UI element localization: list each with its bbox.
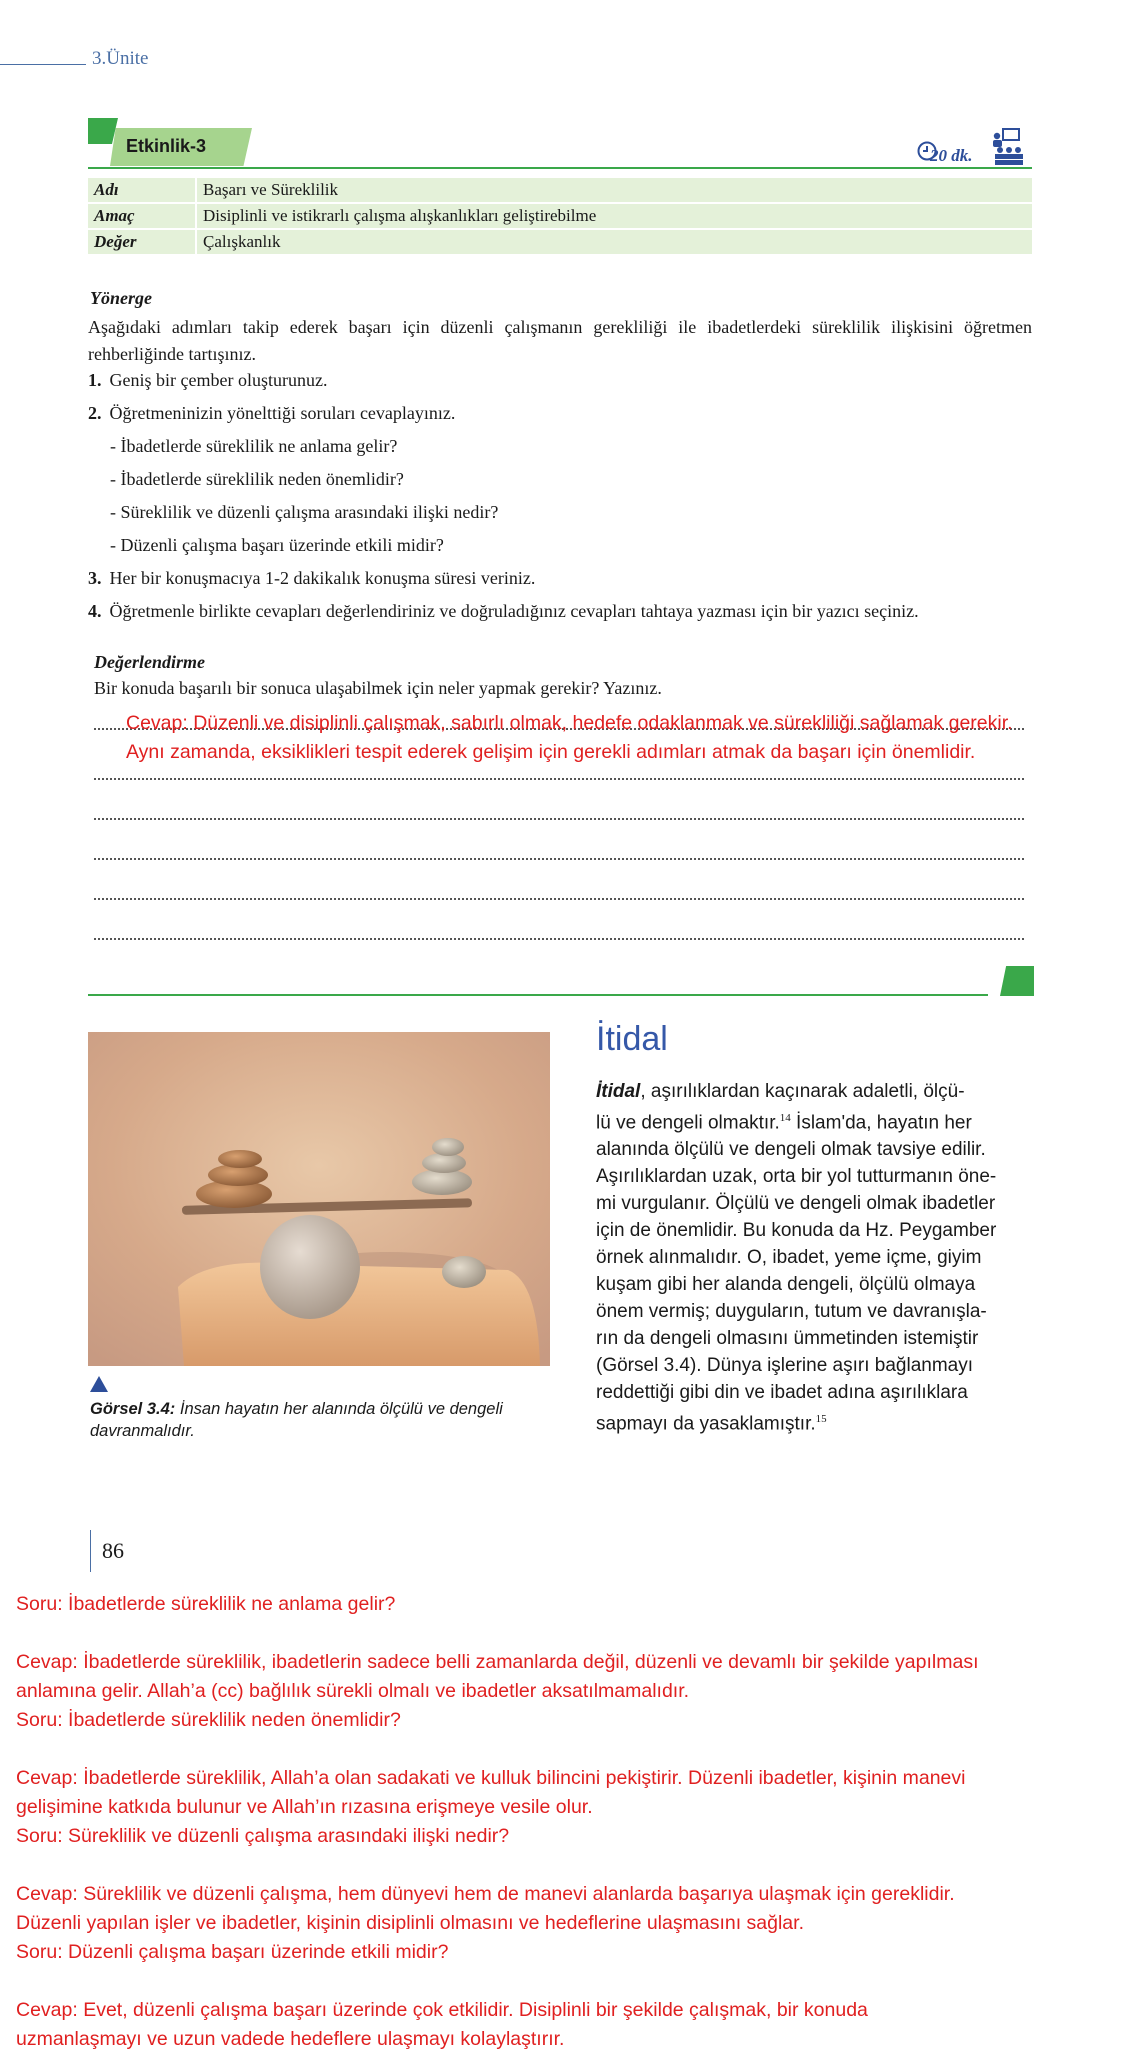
itidal-line: alanında ölçülü ve dengeli olmak tavsiye edilir. bbox=[596, 1139, 986, 1161]
itidal-line: sapmayı da yasaklamıştır.$^{15}$ bbox=[596, 1413, 827, 1435]
step-text: Geniş bir çember oluşturunuz. bbox=[109, 370, 328, 390]
evaluation-answer-line-1: Cevap: Düzenli ve disiplinli çalışmak, sabırlı olmak, hedefe odaklanmak ve sürekliliği sağlamak gerekir. bbox=[126, 712, 1013, 734]
step-number: 1. bbox=[88, 370, 102, 390]
instructions-intro: Aşağıdaki adımları takip ederek başarı için düzenli çalışmanın gerekliliği ile ibadetlerdeki süreklilik ilişkisini öğretmen rehberliğinde tartışınız. bbox=[88, 317, 1032, 364]
qa-answer: anlamına gelir. Allah’a (cc) bağlılık sürekli olmalı ve ibadetler aksatılmamalıdır. bbox=[16, 1680, 690, 1702]
qa-answer: uzmanlaşmayı ve uzun vadede hedeflere ulaşmayı kolaylaştırır. bbox=[16, 2028, 565, 2050]
unit-rule bbox=[0, 64, 86, 65]
question-item: - İbadetlerde süreklilik neden önemlidir? bbox=[110, 469, 404, 489]
activity-rule bbox=[88, 167, 1032, 169]
row-value: Çalışkanlık bbox=[196, 229, 1032, 255]
table-row bbox=[88, 203, 1032, 229]
itidal-line: mi vurgulanır. Ölçülü ve dengeli olmak ibadetler bbox=[596, 1193, 996, 1215]
step-number: 4. bbox=[88, 601, 102, 621]
qa-question: Soru: Düzenli çalışma başarı üzerinde etkili midir? bbox=[16, 1941, 449, 1963]
step-number: 3. bbox=[88, 568, 102, 588]
footnote-ref: 15 bbox=[815, 1413, 827, 1426]
table-row bbox=[88, 178, 1032, 203]
answer-line bbox=[94, 778, 1024, 780]
figure-caption-line-2: davranmalıdır. bbox=[90, 1422, 195, 1440]
table-row bbox=[88, 229, 1032, 255]
itidal-line: İtidal, aşırılıklardan kaçınarak adaletli, ölçü- bbox=[596, 1081, 965, 1102]
section-divider-mark bbox=[1000, 966, 1034, 996]
evaluation-answer-line-2: Aynı zamanda, eksiklikleri tespit ederek gelişim için gerekli adımları atmak da başarı için önemlidir. bbox=[126, 741, 976, 763]
qa-answer: Düzenli yapılan işler ve ibadetler, kişinin disiplinli olmasını ve hedeflerine ulaşmasını sağlar. bbox=[16, 1912, 804, 1934]
step-number: 2. bbox=[88, 403, 102, 423]
step-text: Her bir konuşmacıya 1-2 dakikalık konuşma süresi veriniz. bbox=[109, 568, 536, 588]
activity-label: Etkinlik-3 bbox=[126, 136, 207, 156]
question-item: - Düzenli çalışma başarı üzerinde etkili midir? bbox=[110, 535, 444, 555]
activity-corner-mark bbox=[88, 118, 118, 144]
section-title: İtidal bbox=[596, 1020, 668, 1058]
activity-duration: 20 dk. bbox=[930, 146, 973, 165]
itidal-line: önem vermiş; duyguların, tutum ve davranışla- bbox=[596, 1301, 987, 1323]
step-2 bbox=[88, 403, 455, 424]
instructions-title: Yönerge bbox=[90, 288, 152, 308]
row-value: Disiplinli ve istikrarlı çalışma alışkanlıkları geliştirebilme bbox=[196, 203, 1032, 229]
evaluation-question: Bir konuda başarılı bir sonuca ulaşabilmek için neler yapmak gerekir? Yazınız. bbox=[94, 678, 662, 698]
itidal-line: lü ve dengeli olmaktır.$^{14}$ İslam'da, hayatın her bbox=[596, 1112, 972, 1134]
answer-line bbox=[94, 818, 1024, 820]
activity-header bbox=[88, 118, 1032, 170]
answer-line bbox=[94, 898, 1024, 900]
step-3 bbox=[88, 568, 535, 589]
activity-info-table bbox=[88, 178, 1032, 256]
figure-caption bbox=[90, 1398, 552, 1442]
itidal-line: için de önemlidir. Bu konuda da Hz. Peygamber bbox=[596, 1220, 997, 1242]
itidal-paragraph bbox=[596, 1078, 1032, 1438]
row-value: Başarı ve Süreklilik bbox=[196, 178, 1032, 203]
itidal-line: örnek alınmalıdır. O, ibadet, yeme içme, giyim bbox=[596, 1247, 982, 1269]
itidal-line: Aşırılıklardan uzak, orta bir yol tutturmanın öne- bbox=[596, 1166, 997, 1188]
caption-arrow-icon bbox=[90, 1376, 108, 1392]
question-item: - Süreklilik ve düzenli çalışma arasındaki ilişki nedir? bbox=[110, 502, 499, 522]
itidal-term: İtidal bbox=[596, 1081, 641, 1102]
balanced-stones-illustration bbox=[88, 1032, 550, 1366]
section-divider bbox=[88, 994, 988, 996]
row-key: Değer bbox=[88, 229, 196, 255]
figure-label: Görsel 3.4: bbox=[90, 1400, 176, 1418]
itidal-line: rın da dengeli olmasını ümmetinden istemiştir bbox=[596, 1328, 979, 1350]
itidal-line: reddettiği gibi din ve ibadet adına aşırılıklara bbox=[596, 1382, 968, 1404]
page-number: 86 bbox=[102, 1538, 124, 1563]
step-text: Öğretmeninizin yönelttiği soruları cevaplayınız. bbox=[109, 403, 456, 423]
balanced-stones-image bbox=[88, 1032, 550, 1366]
figure-caption-line-1: İnsan hayatın her alanında ölçülü ve dengeli bbox=[179, 1400, 503, 1418]
row-key: Amaç bbox=[88, 203, 196, 229]
qa-answer: gelişimine katkıda bulunur ve Allah’ın rızasına erişmeye vesile olur. bbox=[16, 1796, 593, 1818]
step-4 bbox=[88, 601, 919, 622]
qa-answer: Cevap: Süreklilik ve düzenli çalışma, hem dünyevi hem de manevi alanlarda başarıya ulaşmak için gereklidir. bbox=[16, 1883, 955, 1905]
group-presentation-icon bbox=[990, 128, 1028, 166]
itidal-line: kuşam gibi her alanda dengeli, ölçülü olmaya bbox=[596, 1274, 976, 1296]
question-item: - İbadetlerde süreklilik ne anlama gelir? bbox=[110, 436, 398, 456]
qa-question: Soru: İbadetlerde süreklilik neden önemlidir? bbox=[16, 1709, 401, 1731]
answer-line bbox=[94, 858, 1024, 860]
itidal-line: (Görsel 3.4). Dünya işlerine aşırı bağlanmayı bbox=[596, 1355, 973, 1377]
unit-title: 3.Ünite bbox=[92, 48, 149, 69]
qa-question: Soru: İbadetlerde süreklilik ne anlama gelir? bbox=[16, 1593, 396, 1615]
step-text: Öğretmenle birlikte cevapları değerlendiriniz ve doğruladığınız cevapları tahtaya yazması için bir yazıcı seçiniz. bbox=[109, 601, 919, 621]
row-key: Adı bbox=[88, 178, 196, 203]
evaluation-title: Değerlendirme bbox=[94, 652, 205, 672]
qa-answer: Cevap: İbadetlerde süreklilik, Allah’a olan sadakati ve kulluk bilincini pekiştirir. Düzenli ibadetler, kişinin manevi bbox=[16, 1767, 966, 1789]
qa-question: Soru: Süreklilik ve düzenli çalışma arasındaki ilişki nedir? bbox=[16, 1825, 510, 1847]
qa-answer: Cevap: Evet, düzenli çalışma başarı üzerinde çok etkilidir. Disiplinli bir şekilde çalışmak, bir konuda bbox=[16, 1999, 868, 2021]
qa-answer: Cevap: İbadetlerde süreklilik, ibadetlerin sadece belli zamanlarda değil, düzenli ve devamlı bir şekilde yapılması bbox=[16, 1651, 979, 1673]
step-1 bbox=[88, 370, 327, 391]
answer-line bbox=[94, 938, 1024, 940]
footnote-ref: 14 bbox=[779, 1112, 791, 1124]
page-number-rule bbox=[90, 1530, 91, 1572]
